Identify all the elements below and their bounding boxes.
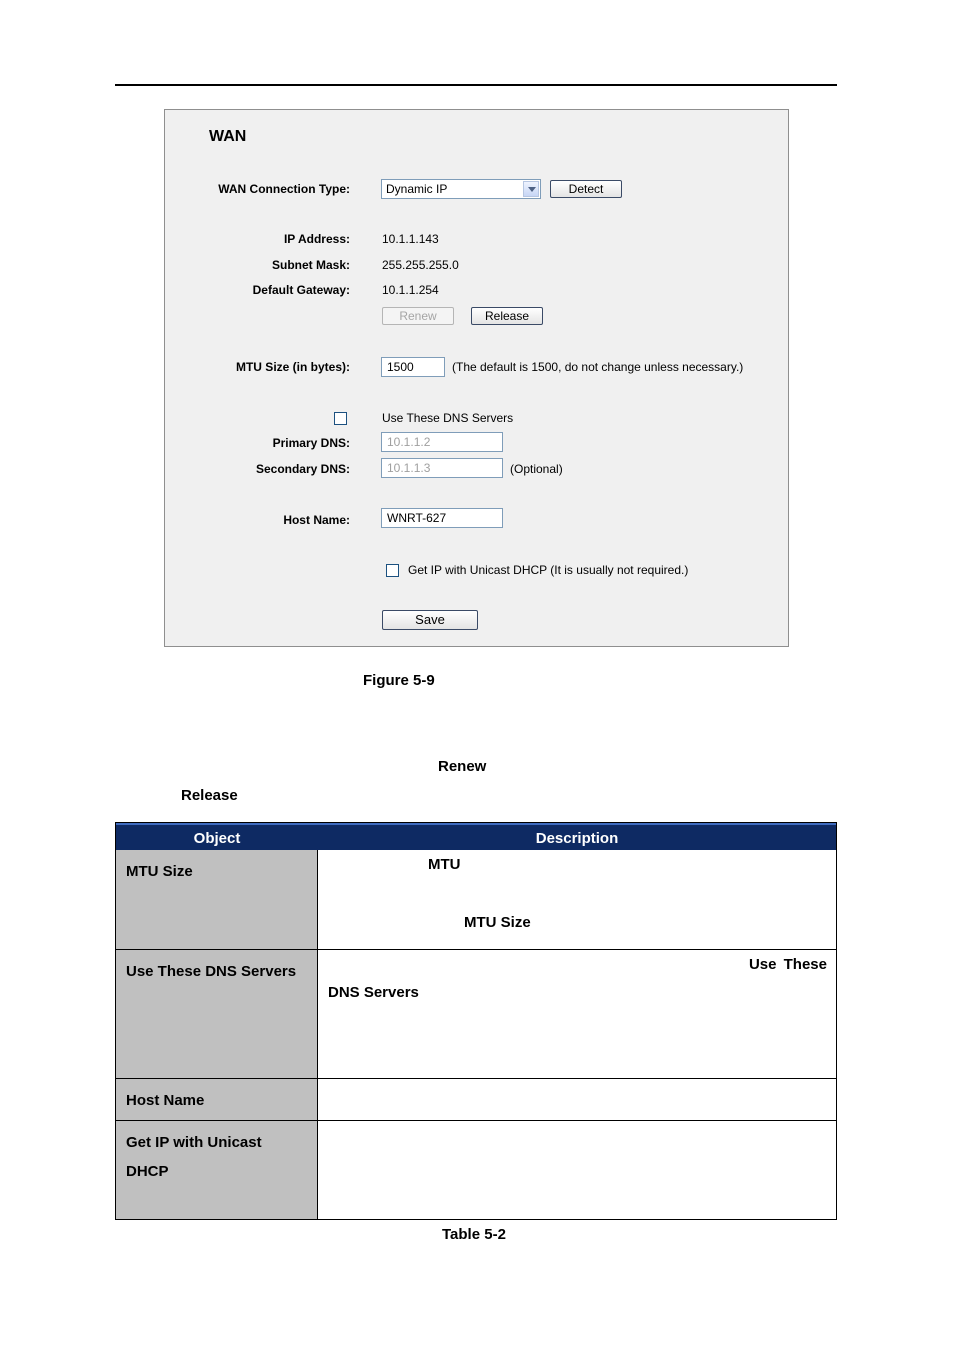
object-mtu-size: MTU Size: [126, 863, 193, 880]
default-gateway-value: 10.1.1.254: [382, 283, 439, 297]
figure-caption: Figure 5-9: [363, 672, 435, 689]
object-use-dns-servers: Use These DNS Servers: [126, 963, 297, 980]
unicast-dhcp-label: Get IP with Unicast DHCP (It is usually not required.): [408, 563, 689, 577]
column-header-description: Description: [318, 823, 836, 851]
ip-address-label: IP Address:: [283, 232, 350, 246]
row-divider: [116, 1078, 836, 1079]
table-row-description: [318, 1121, 836, 1219]
table-row-object: [116, 850, 318, 950]
ip-address-value: 10.1.1.143: [382, 232, 439, 246]
object-host-name: Host Name: [126, 1092, 205, 1109]
subnet-mask-value: 255.255.255.0: [382, 258, 459, 272]
primary-dns-label: Primary DNS:: [272, 436, 350, 450]
use-dns-checkbox[interactable]: [334, 412, 347, 425]
release-term: Release: [181, 787, 238, 804]
host-name-label: Host Name:: [283, 513, 350, 527]
column-divider: [317, 850, 318, 1219]
chevron-down-icon[interactable]: [523, 181, 539, 197]
secondary-dns-input[interactable]: 10.1.1.3: [381, 458, 503, 478]
desc-mtu-size-term: MTU Size: [464, 914, 531, 931]
mtu-size-label: MTU Size (in bytes):: [235, 360, 350, 374]
optional-note: (Optional): [510, 462, 563, 476]
object-unicast-dhcp-line2: DHCP: [126, 1163, 169, 1180]
connection-type-label: WAN Connection Type:: [218, 182, 350, 196]
object-unicast-dhcp-line1: Get IP with Unicast: [126, 1134, 262, 1151]
secondary-dns-label: Secondary DNS:: [255, 462, 350, 476]
detect-button[interactable]: Detect: [550, 180, 622, 198]
renew-button[interactable]: Renew: [382, 307, 454, 325]
table-row-object: [116, 1079, 318, 1121]
desc-mtu-term: MTU: [428, 856, 461, 873]
column-header-object: Object: [116, 823, 318, 851]
table-row-description: [318, 950, 836, 1079]
desc-dns-servers-term: DNS Servers: [328, 984, 419, 1001]
primary-dns-input[interactable]: 10.1.1.2: [381, 432, 503, 452]
header-rule: [115, 84, 837, 86]
connection-type-value: Dynamic IP: [386, 182, 448, 196]
subnet-mask-label: Subnet Mask:: [271, 258, 350, 272]
mtu-note: (The default is 1500, do not change unless necessary.): [452, 360, 744, 374]
settings-table: [115, 822, 837, 1220]
save-button[interactable]: Save: [382, 610, 478, 630]
use-dns-label: Use These DNS Servers: [382, 411, 514, 425]
wan-settings-panel: [164, 109, 789, 647]
table-row-description: [318, 1079, 836, 1121]
release-button[interactable]: Release: [471, 307, 543, 325]
host-name-input[interactable]: WNRT-627: [381, 508, 503, 528]
connection-type-select[interactable]: [381, 179, 541, 199]
panel-title: WAN: [209, 128, 247, 145]
renew-term: Renew: [438, 758, 487, 775]
desc-use-these-term: Use These: [748, 956, 827, 973]
row-divider: [116, 1120, 836, 1121]
table-row-object: [116, 950, 318, 1079]
table-caption: Table 5-2: [442, 1226, 506, 1243]
row-divider: [116, 949, 836, 950]
table-row-description: [318, 850, 836, 950]
default-gateway-label: Default Gateway:: [252, 283, 350, 297]
table-row-object: [116, 1121, 318, 1219]
mtu-size-input[interactable]: 1500: [381, 357, 445, 377]
unicast-dhcp-checkbox[interactable]: [386, 564, 399, 577]
